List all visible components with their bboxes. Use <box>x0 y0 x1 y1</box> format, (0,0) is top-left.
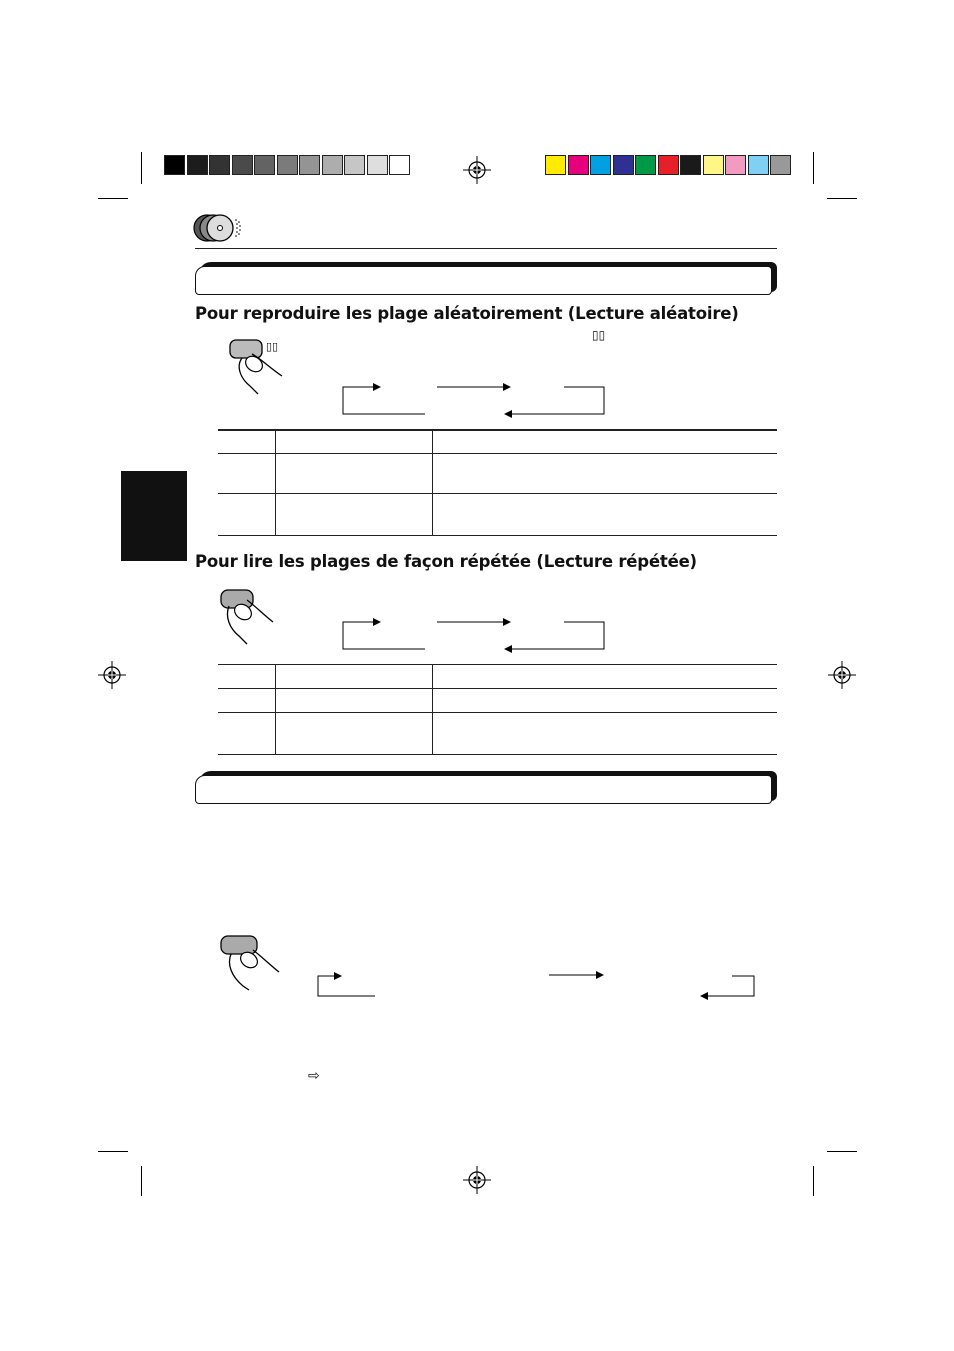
color-swatch <box>703 155 724 175</box>
table-column-divider <box>432 665 433 754</box>
grayscale-swatch <box>299 155 320 175</box>
cd-stack-icon <box>193 212 249 244</box>
crop-mark <box>141 152 142 184</box>
registration-crosshair-icon <box>463 1166 491 1194</box>
random-cycle-diagram <box>340 380 610 420</box>
section-banner <box>195 771 777 805</box>
section-banner <box>195 262 777 296</box>
color-swatch <box>770 155 791 175</box>
mode-cycle-diagram <box>315 968 760 1002</box>
table-column-divider <box>275 430 276 535</box>
table-rule <box>218 429 777 431</box>
crop-mark <box>813 1166 814 1196</box>
grayscale-swatch <box>389 155 410 175</box>
repeat-play-button[interactable] <box>217 586 279 648</box>
color-swatch <box>680 155 701 175</box>
arrow-right-icon: ⇨ <box>308 1068 320 1084</box>
grayscale-swatch <box>254 155 275 175</box>
grayscale-swatch <box>164 155 185 175</box>
color-swatch <box>725 155 746 175</box>
table-rule <box>218 535 777 536</box>
crop-mark <box>141 1166 142 1196</box>
grayscale-swatch <box>209 155 230 175</box>
table-rule <box>218 453 777 454</box>
random-symbol-icon: ▯▯ <box>266 340 279 353</box>
grayscale-swatch <box>322 155 343 175</box>
grayscale-swatch <box>367 155 388 175</box>
random-play-button[interactable] <box>226 336 288 398</box>
color-swatch <box>613 155 634 175</box>
color-swatch <box>658 155 679 175</box>
language-side-tab <box>121 471 187 561</box>
table-column-divider <box>432 430 433 535</box>
crop-mark <box>98 1151 128 1152</box>
crop-mark <box>98 198 128 199</box>
registration-crosshair-icon <box>98 661 126 689</box>
header-rule <box>195 248 777 249</box>
registration-crosshair-icon <box>828 661 856 689</box>
random-play-heading: Pour reproduire les plage aléatoirement (Lecture aléatoire) <box>195 304 739 323</box>
grayscale-swatch <box>232 155 253 175</box>
color-swatch <box>568 155 589 175</box>
table-rule <box>218 754 777 755</box>
grayscale-swatch <box>277 155 298 175</box>
grayscale-swatch <box>344 155 365 175</box>
color-swatch <box>748 155 769 175</box>
color-swatch <box>590 155 611 175</box>
grayscale-swatch <box>187 155 208 175</box>
crop-mark <box>827 198 857 199</box>
color-swatch <box>545 155 566 175</box>
repeat-cycle-diagram <box>340 615 610 655</box>
mode-button[interactable] <box>217 932 283 994</box>
crop-mark <box>827 1151 857 1152</box>
color-swatch <box>635 155 656 175</box>
repeat-play-heading: Pour lire les plages de façon répétée (Lecture répétée) <box>195 552 697 571</box>
table-rule <box>218 688 777 689</box>
table-column-divider <box>275 665 276 754</box>
table-rule <box>218 493 777 494</box>
crop-mark <box>813 152 814 184</box>
registration-crosshair-icon <box>463 156 491 184</box>
table-rule <box>218 712 777 713</box>
table-rule <box>218 664 777 665</box>
random-indicator-icon: ▯▯ <box>592 328 606 342</box>
